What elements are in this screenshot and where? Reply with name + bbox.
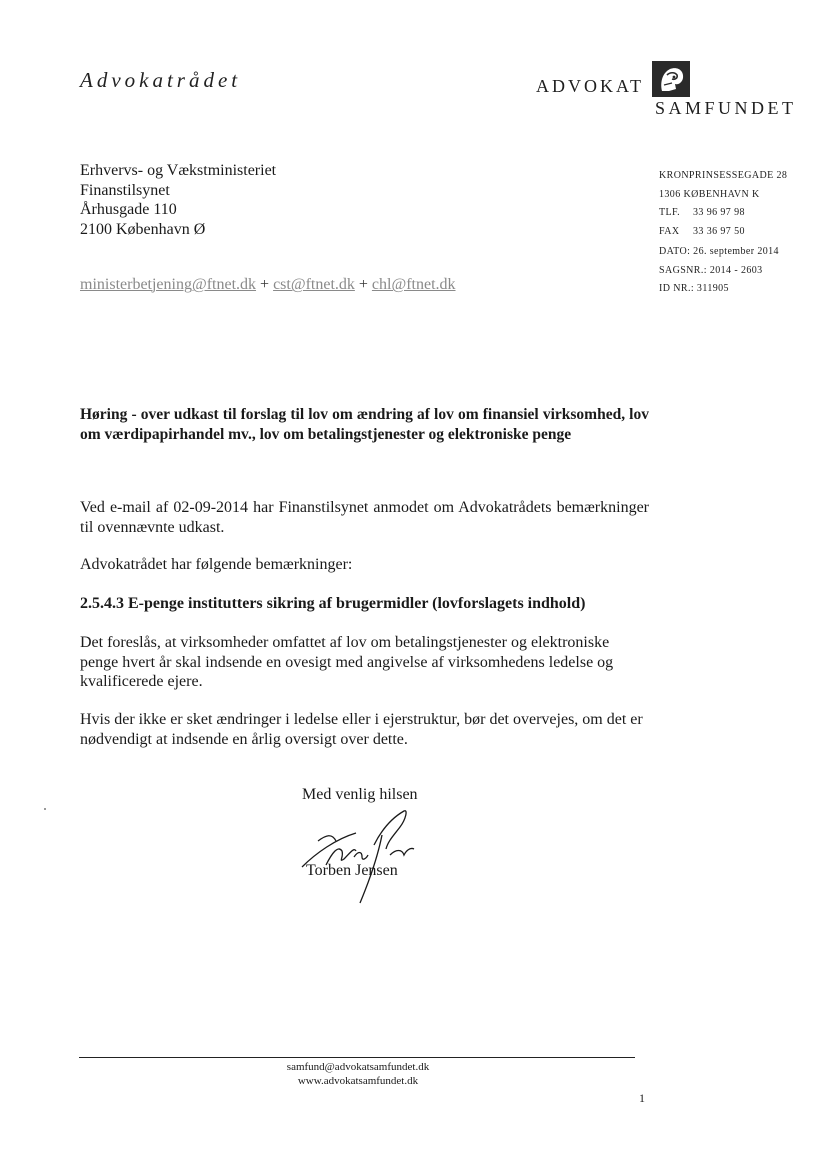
body-paragraph: Ved e-mail af 02-09-2014 har Finanstilsynet anmodet om Advokatrådets bemærkninger til ovennævnte udkast. [80,499,649,536]
email-link[interactable]: chl@ftnet.dk [371,276,456,293]
phone-label: TLF. [659,207,681,218]
email-recipients [80,276,456,294]
footer-website[interactable]: www.advokatsamfundet.dk [297,1075,419,1087]
recipient-address [80,161,276,239]
email-separator: + [358,276,368,293]
case-number: SAGSNR.: 2014 - 2603 [659,264,763,276]
phone-number: 33 96 97 98 [693,207,745,218]
fax-number: 33 36 97 50 [693,225,745,237]
date-line: DATO: 26. september 2014 [659,246,779,257]
letter-subject: Høring - over udkast til forslag til lov om ændring af lov om finansiel virksomhed, lov om værdipapirhandel mv., lov om betalingstjenester og elektroniske penge [80,406,649,443]
footer-email[interactable]: samfund@advokatsamfundet.dk [286,1061,430,1073]
body-paragraph: Advokatrådet har følgende bemærkninger: [80,556,353,573]
recipient-line: Erhvervs- og Vækstministeriet [80,162,277,179]
id-number: ID NR.: 311905 [659,283,729,294]
signer-name: Torben Jensen [306,862,398,879]
section-heading: 2.5.4.3 E-penge institutters sikring af brugermidler (lovforslagets indhold) [80,595,586,612]
recipient-line: Finanstilsynet [80,181,170,199]
scan-speck [44,808,46,810]
footer-divider [79,1057,635,1058]
body-paragraph: Det foreslås, at virksomheder omfattet af lov om betalingstjenester og elektroniske penge hvert år skal indsende en ovesigt med angivelse af virksomhedens ledelse og kvalificerede ejere. [80,634,614,690]
logo-icon [652,61,690,97]
sender-fax [659,223,787,242]
logo-text-bottom: SAMFUNDET [655,98,797,118]
sender-details [659,167,787,299]
email-link[interactable]: ministerbetjening@ftnet.dk [80,276,257,293]
email-link[interactable]: cst@ftnet.dk [273,276,355,293]
closing-greeting: Med venlig hilsen [302,786,418,803]
sender-phone [659,204,787,223]
body-paragraph: Hvis der ikke er sket ændringer i ledelse eller i ejerstruktur, bør det overvejes, om det er nødvendigt at indsende en årlig oversigt over dette. [80,711,643,748]
email-separator: + [260,276,270,293]
logo-text-top: ADVOKAT [536,76,644,96]
sender-street: KRONPRINSESSEGADE 28 [659,170,788,181]
sender-city: 1306 KØBENHAVN K [659,188,760,200]
fax-label: FAX [659,225,680,237]
recipient-line: Århusgade 110 [80,201,177,218]
page-number: 1 [639,1091,645,1105]
handwritten-signature [296,805,426,907]
recipient-line: 2100 København Ø [80,220,206,238]
org-title: Advokatrådet [80,68,242,92]
